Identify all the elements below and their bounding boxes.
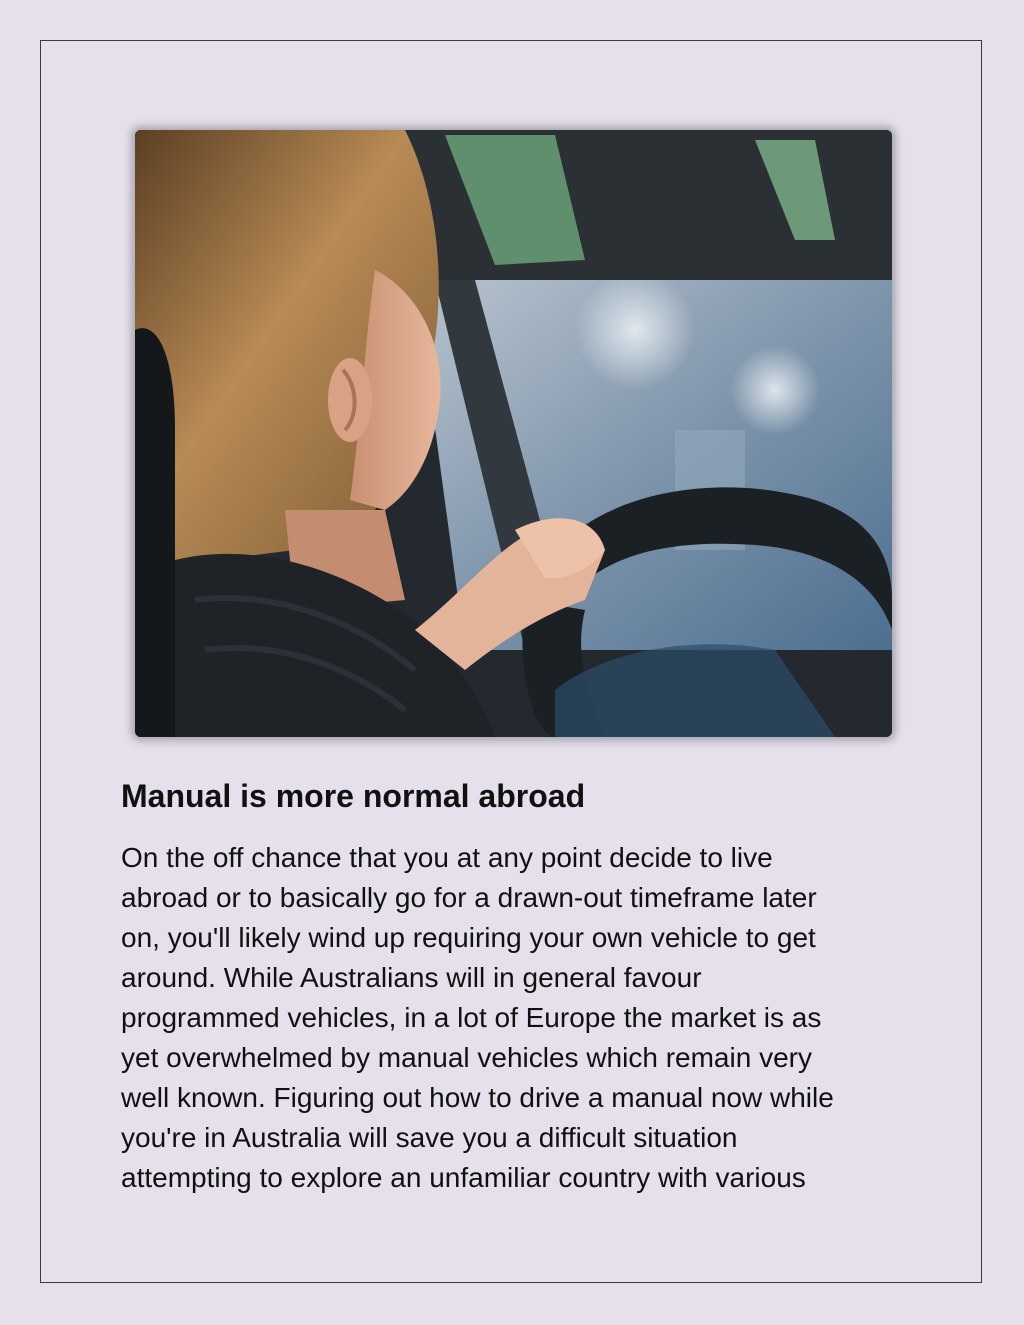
woman-driving-illustration	[135, 130, 892, 737]
body-line: attempting to explore an unfamiliar country with various	[121, 1162, 806, 1193]
body-line: yet overwhelmed by manual vehicles which remain very	[121, 1042, 812, 1073]
body-line: around. While Australians will in general favour	[121, 962, 702, 993]
article-body	[121, 838, 911, 1198]
article-heading: Manual is more normal abroad	[121, 778, 586, 814]
body-line: abroad or to basically go for a drawn-out timeframe later	[121, 882, 817, 913]
body-line: programmed vehicles, in a lot of Europe the market is as	[121, 1002, 822, 1033]
body-line: well known. Figuring out how to drive a manual now while	[121, 1082, 834, 1113]
body-line: you're in Australia will save you a difficult situation	[121, 1122, 738, 1153]
woman-driving-photo	[135, 130, 892, 737]
body-line: On the off chance that you at any point decide to live	[121, 842, 773, 873]
body-line: on, you'll likely wind up requiring your own vehicle to get	[121, 922, 816, 953]
